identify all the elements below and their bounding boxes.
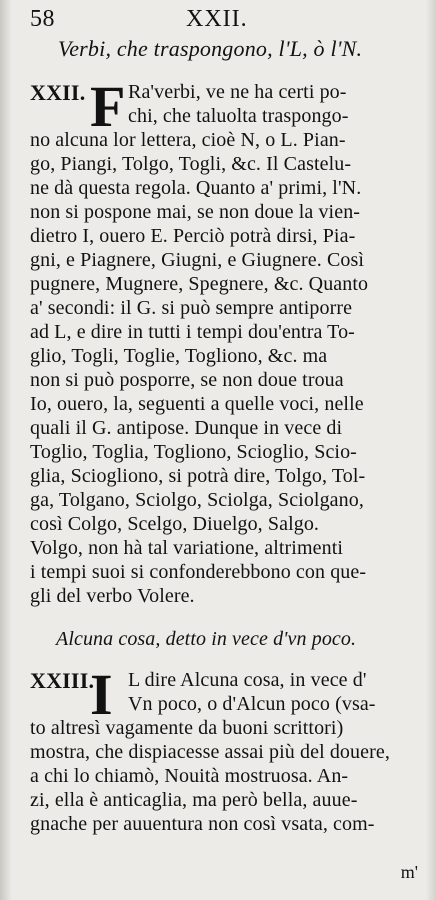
- text-line: glia, Sciogliono, si potrà dire, Tolgo, Tol-: [30, 465, 366, 487]
- text-line: Vn poco, o d'Alcun poco (vsa-: [128, 693, 376, 715]
- text-line: gli del verbo Volere.: [30, 585, 195, 607]
- section-number-header: XXII.: [186, 6, 248, 32]
- page-shadow-left: [0, 0, 12, 900]
- text-line: ad L, e dire in tutti i tempi dou'entra To-: [30, 321, 355, 343]
- text-line: così Colgo, Scelgo, Diuelgo, Salgo.: [30, 513, 320, 535]
- section-label: XXIII.: [30, 668, 95, 693]
- text-line: ga, Tolgano, Sciolgo, Sciolga, Sciolgano,: [30, 489, 364, 511]
- text-line: ne dà questa regola. Quanto a' primi, l'N.: [30, 177, 362, 199]
- drop-cap: I: [90, 662, 113, 727]
- text-line: gni, e Piagnere, Giugni, e Giugnere. Così: [30, 249, 365, 271]
- text-line: L dire Alcuna cosa, in vece d': [128, 669, 367, 691]
- text-line: to altresì vagamente da buoni scrittori): [30, 717, 344, 739]
- page-shadow-right: [426, 0, 436, 900]
- text-line: mostra, che dispiacesse assai più del douere,: [30, 741, 390, 763]
- catchword: m': [400, 862, 418, 882]
- text-line: a chi lo chiamò, Nouità mostruosa. An-: [30, 765, 349, 787]
- text-line: Toglio, Toglia, Togliono, Scioglio, Scio-: [30, 441, 357, 463]
- section-label: XXII.: [30, 80, 86, 105]
- text-line: gnache per auuentura non così vsata, com-: [30, 813, 375, 835]
- page-number: 58: [30, 6, 55, 32]
- text-line: i tempi suoi si confonderebbono con que-: [30, 561, 367, 583]
- text-line: chi, che taluolta traspongo-: [128, 105, 349, 127]
- running-title: Verbi, che traspongono, l'L, ò l'N.: [58, 36, 363, 61]
- text-line: quali il G. antipose. Dunque in vece di: [30, 417, 343, 439]
- text-line: go, Piangi, Tolgo, Togli, &c. Il Castelu-: [30, 153, 352, 175]
- text-line: no alcuna lor lettera, cioè N, o L. Pian-: [30, 129, 346, 151]
- text-line: pugnere, Mugnere, Spegnere, &c. Quanto: [30, 273, 369, 295]
- text-line: Io, ouero, la, seguenti a quelle voci, nelle: [30, 393, 364, 415]
- drop-cap: F: [90, 74, 126, 139]
- page-header: [0, 6, 436, 36]
- text-line: non si pospone mai, se non doue la vien-: [30, 201, 361, 223]
- text-line: Volgo, non hà tal variatione, altrimenti: [30, 537, 344, 559]
- text-line: zi, ella è anticaglia, ma però bella, auue-: [30, 789, 358, 811]
- text-line: a' secondi: il G. si può sempre antiporre: [30, 297, 353, 319]
- text-line: dietro I, ouero E. Perciò potrà dirsi, Pia-: [30, 225, 356, 247]
- text-line: non si può posporre, se non doue troua: [30, 369, 344, 391]
- text-line: glio, Togli, Toglie, Togliono, &c. ma: [30, 345, 328, 367]
- text-line: Ra'verbi, ve ne ha certi po-: [128, 81, 347, 103]
- subheading: Alcuna cosa, detto in vece d'vn poco.: [56, 628, 357, 650]
